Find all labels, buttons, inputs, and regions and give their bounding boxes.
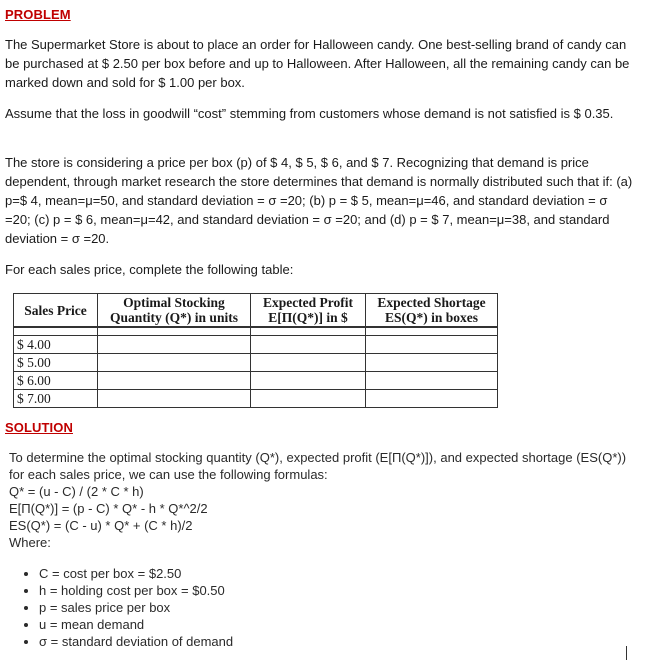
- header-expected-shortage: Expected Shortage ES(Q*) in boxes: [366, 294, 498, 328]
- spacer-cell: [14, 327, 98, 336]
- solution-intro: To determine the optimal stocking quantity (Q*), expected profit (E[Π(Q*)]), and expected shortage (ES(Q*)) for each sales price, we can use the following formulas:: [9, 450, 627, 482]
- problem-paragraph-goodwill: Assume that the loss in goodwill “cost” stemming from customers whose demand is not satisfied is $ 0.35.: [5, 106, 614, 121]
- spacer-cell: [98, 327, 251, 336]
- problem-heading: PROBLEM: [5, 7, 71, 22]
- list-item: • h = holding cost per box = $0.50: [39, 582, 233, 599]
- table-row: [14, 336, 498, 354]
- list-item: • C = cost per box = $2.50: [39, 565, 233, 582]
- definitions-list: [9, 565, 233, 650]
- sales-price-table: [13, 293, 498, 408]
- header-expected-profit: Expected Profit E[Π(Q*)] in $: [251, 294, 366, 328]
- problem-paragraph-demand: The store is considering a price per box (p) of $ 4, $ 5, $ 6, and $ 7. Recognizing that demand is price dependent, through market research the store determines that demand is normally distributed such that if: (a) p=$ 4, mean=μ=50, and standard deviation = σ =20; (b) p = $ 5, mean=μ=46, and standard deviation = σ =20; (c) p = $ 6, mean=μ=42, and standard deviation = σ =20; and (d) p = $ 7, mean=μ=38, and standard deviation = σ =20.: [5, 155, 633, 246]
- text-cursor: [626, 646, 627, 660]
- cell-optimal-stocking: [98, 336, 251, 354]
- table-spacer-row: [14, 327, 498, 336]
- problem-paragraph-intro: The Supermarket Store is about to place an order for Halloween candy. One best-selling brand of candy can be purchased at $ 2.50 per box before and up to Halloween. After Halloween, all the remaining candy can be marked down and sold for $ 1.00 per box.: [5, 37, 630, 90]
- list-item: • σ = standard deviation of demand: [39, 633, 233, 650]
- table-row: [14, 372, 498, 390]
- where-label: Where:: [9, 535, 51, 550]
- cell-sales-price: $ 4.00: [14, 336, 98, 354]
- table-row: [14, 390, 498, 408]
- list-item: • p = sales price per box: [39, 599, 233, 616]
- problem-paragraph-instruction: For each sales price, complete the following table:: [5, 262, 294, 277]
- cell-expected-shortage: [366, 372, 498, 390]
- table-header-row: [14, 294, 498, 328]
- solution-heading: SOLUTION: [5, 420, 73, 435]
- cell-expected-shortage: [366, 336, 498, 354]
- cell-optimal-stocking: [98, 390, 251, 408]
- cell-sales-price: $ 6.00: [14, 372, 98, 390]
- formula-expected-shortage: ES(Q*) = (C - u) * Q* + (C * h)/2: [9, 518, 193, 533]
- formula-expected-profit: E[Π(Q*)] = (p - C) * Q* - h * Q*^2/2: [9, 501, 208, 516]
- header-sales-price: Sales Price: [14, 294, 98, 328]
- cell-expected-profit: [251, 372, 366, 390]
- cell-sales-price: $ 7.00: [14, 390, 98, 408]
- list-item: • u = mean demand: [39, 616, 233, 633]
- cell-optimal-stocking: [98, 372, 251, 390]
- cell-expected-shortage: [366, 354, 498, 372]
- spacer-cell: [366, 327, 498, 336]
- formula-optimal-quantity: Q* = (u - C) / (2 * C * h): [9, 484, 144, 499]
- cell-expected-profit: [251, 336, 366, 354]
- table-row: [14, 354, 498, 372]
- cell-expected-profit: [251, 354, 366, 372]
- cell-expected-profit: [251, 390, 366, 408]
- solution-body: [9, 449, 634, 551]
- cell-expected-shortage: [366, 390, 498, 408]
- cell-optimal-stocking: [98, 354, 251, 372]
- cell-sales-price: $ 5.00: [14, 354, 98, 372]
- spacer-cell: [251, 327, 366, 336]
- header-optimal-stocking: Optimal Stocking Quantity (Q*) in units: [98, 294, 251, 328]
